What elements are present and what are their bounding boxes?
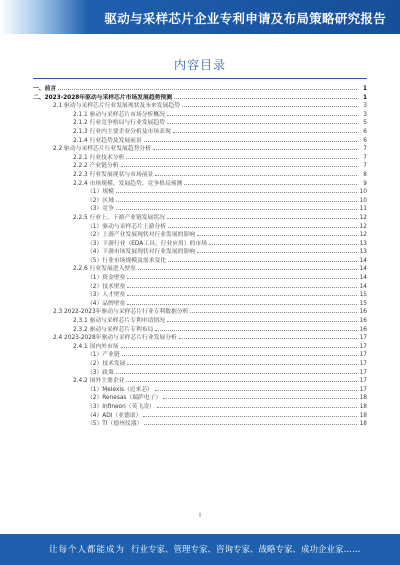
toc-entry[interactable] [33,126,367,135]
toc-leader-dots [190,306,357,313]
toc-entry-label: （5）TI（德州仪器） [87,421,143,428]
toc-entry-page: 7 [363,146,367,153]
toc-entry-page: 7 [363,154,367,161]
toc-leader-dots [126,152,357,159]
toc-entry-page: 3 [363,111,367,118]
toc-entry-label: 2.1.2 行业竞争格局与行业发展趋势 [73,120,165,127]
toc-leader-dots [167,315,357,322]
toc-entry-label: （3）Infineon（英飞凌） [87,403,155,410]
toc-leader-dots [167,117,357,124]
toc-entry[interactable] [33,392,367,401]
toc-entry-page: 17 [359,386,367,393]
toc-entry-page: 12 [359,232,367,239]
toc-entry-page: 8 [363,171,367,178]
toc-entry[interactable] [33,401,367,410]
toc-leader-dots [174,92,357,99]
toc-entry-page: 18 [359,412,367,419]
table-of-contents [33,83,367,427]
toc-entry-label: 2.2.5 行业上、下游产业链发展状况 [73,214,165,221]
toc-entry[interactable] [33,306,367,315]
toc-entry-label: （3）下游行业（EDA工具、行业应用）的市场 [87,240,208,247]
toc-entry-label: 2.2 驱动与采样芯片行业发展趋势分析 [53,146,152,153]
toc-entry-page: 17 [359,335,367,342]
toc-leader-dots [209,238,357,245]
toc-entry-page: 10 [359,197,367,204]
toc-entry-page: 11 [359,206,367,213]
toc-entry-label: 2.4.2 国外主要企业 [73,378,125,385]
toc-entry-page: 12 [359,223,367,230]
toc-leader-dots [173,126,357,133]
toc-entry[interactable] [33,375,367,384]
toc-entry[interactable] [33,195,367,204]
toc-entry-page: 7 [363,163,367,170]
toc-entry-label: 2.1.3 行业内主要企业分析及市场表现 [73,128,171,135]
toc-leader-dots [155,169,357,176]
toc-entry[interactable] [33,315,367,324]
toc-leader-dots [116,203,357,210]
toc-entry-label: （2）上游产业发展现状对行业发展的影响 [87,232,196,239]
toc-entry-page: 18 [359,403,367,410]
toc-entry-label: 2.4.1 国内外市场 [73,343,119,350]
toc-entry[interactable] [33,341,367,350]
toc-entry-label: （4）品牌壁垒 [87,300,126,307]
toc-entry-page: 15 [359,292,367,299]
toc-entry-page: 1 [362,86,367,92]
toc-leader-dots [168,221,357,228]
toc-entry-label: （1）产业链 [87,352,120,359]
toc-leader-dots [58,83,357,90]
toc-entry[interactable] [33,100,367,109]
toc-entry-page: 17 [359,369,367,376]
toc-heading: 内容目录 [173,58,226,72]
toc-entry[interactable] [33,255,367,264]
toc-entry-page: 14 [359,275,367,282]
footer-slogan-left: 让每个人都能成为 [49,545,126,555]
toc-entry[interactable] [33,160,367,169]
toc-entry-label: 二、2023-2028年驱动与采样芯片市场发展趋势预测 [33,94,173,101]
toc-entry-label: （2）技术发展 [87,361,126,367]
toc-entry[interactable] [33,83,367,92]
toc-entry-label: 2.1.4 行业趋势及发展前景 [73,137,142,144]
toc-entry-page: 17 [359,352,367,359]
toc-leader-dots [127,289,357,296]
toc-entry-page: 13 [359,240,367,247]
toc-entry-label: 2.2.3 行业发展现状与市场前景 [73,171,154,178]
toc-entry[interactable] [33,238,367,247]
toc-leader-dots [168,255,357,262]
toc-leader-dots [122,349,357,356]
toc-entry-label: （1）资金壁垒 [87,275,126,282]
toc-entry[interactable] [33,109,367,118]
toc-leader-dots [116,186,357,193]
toc-entry-page: 9 [363,180,367,187]
toc-leader-dots [144,135,357,142]
toc-leader-dots [167,109,357,116]
toc-entry[interactable] [33,281,367,290]
toc-entry-label: 2.1 驱动与采样芯片行业发展现状及未来发展趋势 [53,103,180,110]
toc-entry[interactable] [33,117,367,126]
toc-entry-page: 16 [359,318,367,325]
toc-entry[interactable] [33,367,367,376]
toc-entry-label: 2.3.2 驱动与采样芯片专利布局 [73,326,154,333]
toc-entry-label: （1）驱动与采样芯片上游分析 [87,223,167,230]
toc-leader-dots [153,143,357,150]
toc-leader-dots [155,384,357,391]
toc-entry-page: 6 [363,128,367,135]
toc-leader-dots [116,367,357,374]
toc-entry[interactable] [33,289,367,298]
toc-entry-label: 2.4 2023-2028年驱动与采样芯片行业发展分析 [53,335,177,342]
toc-leader-dots [155,324,357,331]
footer-bar [0,534,400,565]
toc-entry[interactable] [33,358,367,367]
report-title: 驱动与采样芯片企业专利申请及布局策略研究报告 [104,11,386,26]
toc-entry-page: 6 [363,137,367,144]
toc-entry-page: 5 [363,120,367,127]
toc-entry[interactable] [33,229,367,238]
toc-entry-label: 一、前言 [33,86,57,92]
toc-entry-page: 17 [359,343,367,350]
toc-entry-page: 16 [359,309,367,316]
toc-entry-label: （3）人才壁垒 [87,292,126,299]
toc-leader-dots [127,281,357,288]
toc-entry[interactable] [33,410,367,419]
toc-entry-label: 2.3 2022-2023年驱动与采样芯片行业专利数据分析 [53,309,189,316]
toc-leader-dots [127,358,357,365]
toc-leader-dots [121,341,357,348]
toc-entry-label: （3）竞争 [87,206,114,213]
toc-leader-dots [182,100,357,107]
toc-leader-dots [121,160,357,167]
toc-leader-dots [167,212,357,219]
toc-entry-label: 2.2.2 产业链分析 [73,163,119,170]
toc-leader-dots [127,272,357,279]
toc-entry[interactable] [33,324,367,333]
page-number: I [199,512,201,519]
toc-entry-label: 2.3.1 驱动与采样芯片专利申请情况 [73,318,165,325]
header-bar [0,0,400,34]
toc-entry-page: 14 [359,266,367,273]
toc-entry[interactable] [33,152,367,161]
toc-entry[interactable] [33,263,367,272]
toc-entry[interactable] [33,298,367,307]
toc-entry-page: 16 [359,326,367,333]
toc-entry-label: 2.2.6 行业发展进入壁垒 [73,266,136,273]
toc-entry[interactable] [33,203,367,212]
toc-entry-label: （4）ADI（亚德诺） [87,412,142,419]
toc-entry[interactable] [33,169,367,178]
toc-entry-page: 12 [359,214,367,221]
toc-entry[interactable] [33,135,367,144]
toc-entry[interactable] [33,418,367,427]
toc-entry-label: （4）下游市场发展现状对行业发展的影响 [87,249,196,256]
toc-entry-page: 14 [359,257,367,264]
heading-divider [33,78,367,79]
toc-entry-label: （3）政策 [87,369,114,376]
toc-entry-page: 10 [359,189,367,196]
toc-entry[interactable] [33,143,367,152]
toc-entry-label: （2）区域 [87,197,114,204]
toc-entry-page: 3 [363,103,367,110]
toc-entry[interactable] [33,178,367,187]
toc-entry[interactable] [33,246,367,255]
toc-entry-label: 2.1.1 驱动与采样芯片市场分析概况 [73,111,165,118]
footer-slogan-right: 行业专家、管理专家、咨询专家、战略专家、成功企业家…… [131,545,361,555]
toc-entry-page: 13 [359,249,367,256]
toc-leader-dots [179,332,357,339]
toc-entry-label: （1）Melexis（迈来芯） [87,386,153,393]
toc-entry-label: 2.2.1 行业技术分析 [73,154,125,161]
toc-entry[interactable] [33,332,367,341]
toc-leader-dots [126,375,357,382]
toc-leader-dots [127,298,357,305]
toc-entry[interactable] [33,92,367,101]
toc-entry-label: 2.2.4 市场规模、发展趋势、竞争格局预测 [73,180,183,187]
toc-entry-label: （2）Renesas（瑞萨电子） [87,395,162,402]
toc-leader-dots [163,392,357,399]
toc-leader-dots [144,418,357,425]
toc-leader-dots [116,195,357,202]
toc-leader-dots [138,263,357,270]
toc-entry-page: 17 [359,361,367,367]
toc-entry-label: （5）行业市场规模及需求变化 [87,257,167,264]
toc-entry-page: 18 [359,421,367,428]
toc-entry-page: 15 [359,300,367,307]
toc-entry-page: 18 [359,395,367,402]
toc-leader-dots [157,401,357,408]
toc-entry-page: 14 [359,283,367,290]
toc-entry-page: 17 [359,378,367,385]
toc-leader-dots [184,178,357,185]
toc-leader-dots [197,229,357,236]
toc-entry-label: （2）技术壁垒 [87,283,126,290]
toc-leader-dots [197,246,357,253]
toc-entry-page: 1 [362,94,367,101]
toc-leader-dots [143,410,357,417]
toc-entry-label: （1）规模 [87,189,114,196]
toc-entry[interactable] [33,212,367,221]
